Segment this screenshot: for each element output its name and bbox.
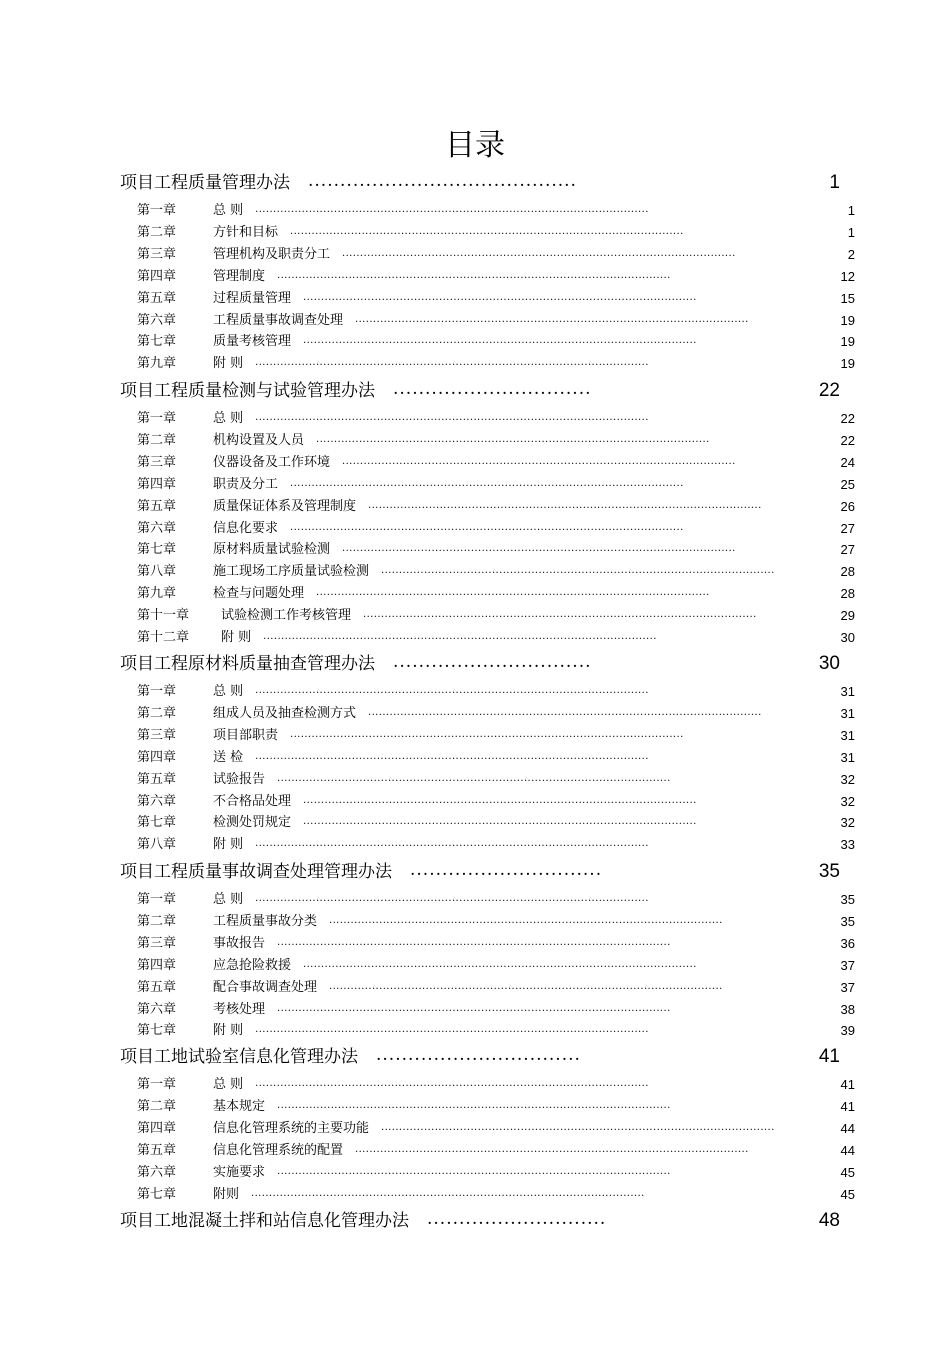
toc-chapter-leader: .............................................................................................................. [329,914,723,926]
toc-section-leader: ............................... [393,652,592,672]
toc-chapter-row [137,584,855,604]
toc-section-page: 30 [818,653,840,674]
toc-chapter-page: 27 [840,542,855,558]
toc-chapter-name: 事故报告 [213,935,266,951]
toc-chapter-page: 31 [840,684,855,699]
toc-chapter-leader: .............................................................................................................. [255,1078,649,1089]
toc-chapter-row [137,813,855,833]
toc-section-leader: ............................... [393,379,592,399]
toc-chapter-name: 职责及分工 [213,476,279,492]
toc-chapter-page: 41 [840,1098,855,1114]
toc-chapter-name: 应急抢险救援 [213,957,292,973]
toc-chapter-row [137,1000,855,1020]
toc-chapter-row [137,934,855,954]
toc-chapter-leader: .............................................................................................................. [303,335,697,347]
toc-section-page: 48 [818,1210,840,1231]
toc-chapter-page: 1 [847,224,855,240]
toc-chapter-number: 第四章 [137,957,177,973]
toc-chapter-row [137,1185,855,1205]
toc-chapter-name: 施工现场工序质量试验检测 [213,564,370,580]
page-title: 目录 [445,128,505,163]
toc-section-label: 项目工程质量管理办法 [120,173,290,193]
toc-chapter-number: 第四章 [137,268,177,284]
toc-section-leader: ................................ [376,1045,581,1065]
toc-chapter-name: 仪器设备及工作环境 [213,454,331,470]
toc-chapter-page: 35 [840,913,855,929]
toc-chapter-number: 第二章 [137,913,177,929]
toc-chapter-row [137,1163,855,1183]
toc-chapter-page: 22 [840,432,855,448]
toc-chapter-number: 第三章 [137,454,177,470]
toc-chapter-leader: .............................................................................................................. [290,477,684,489]
toc-chapter-row [137,223,855,243]
toc-chapter-leader: .............................................................................................................. [277,269,671,281]
toc-chapter-number: 第五章 [137,771,177,787]
toc-chapter-row [137,704,855,724]
toc-section-page: 41 [818,1046,840,1067]
toc-chapter-leader: .............................................................................................................. [255,893,649,904]
toc-chapter-page: 29 [840,608,855,624]
toc-chapter-number: 第一章 [137,411,177,426]
toc-chapter-leader: .............................................................................................................. [363,609,757,621]
toc-chapter-number: 第四章 [137,1120,177,1136]
toc-chapter-row [137,245,855,265]
toc-chapter-row [137,770,855,790]
toc-section-leader: .......................................... [308,171,577,191]
toc-chapter-row [137,562,855,582]
toc-chapter-leader: .............................................................................................................. [355,313,749,325]
toc-chapter-page: 37 [840,979,855,995]
toc-chapter-leader: .............................................................................................................. [368,499,762,511]
toc-chapter-name: 信息化管理系统的主要功能 [213,1120,370,1136]
toc-chapter-row [137,606,855,626]
toc-chapter-name: 质量考核管理 [213,334,292,350]
toc-chapter-leader: .............................................................................................................. [381,565,775,577]
toc-chapter-name: 总 则 [213,203,244,218]
toc-chapter-leader: .............................................................................................................. [381,1121,775,1133]
toc-chapter-row [137,497,855,517]
toc-chapter-page: 30 [840,630,855,645]
toc-chapter-number: 第二章 [137,432,177,448]
toc-chapter-leader: .............................................................................................................. [277,772,671,784]
toc-chapter-leader: .............................................................................................................. [277,936,671,948]
toc-chapter-page: 26 [840,498,855,514]
toc-chapter-name: 工程质量事故分类 [213,913,318,929]
toc-chapter-leader: .............................................................................................................. [255,1024,649,1036]
toc-chapter-page: 33 [840,837,855,853]
toc-chapter-row [137,519,855,539]
toc-chapter-name: 项目部职责 [213,727,279,743]
toc-chapter-page: 32 [840,815,855,831]
toc-chapter-number: 第一章 [137,684,177,699]
toc-chapter-leader: .............................................................................................................. [255,685,649,696]
toc-chapter-number: 第六章 [137,312,177,328]
toc-section-row [120,378,840,404]
toc-chapter-name: 检测处罚规定 [213,815,292,831]
toc-chapter-name: 实施要求 [213,1164,266,1180]
toc-chapter-page: 41 [840,1077,855,1092]
toc-chapter-row [137,912,855,932]
toc-chapter-page: 45 [840,1186,855,1202]
toc-section-page: 35 [818,861,840,882]
toc-chapter-page: 19 [840,356,855,372]
toc-chapter-name: 总 则 [213,892,244,907]
toc-section-row [120,1044,840,1070]
toc-chapter-row [137,835,855,855]
toc-chapter-leader: .............................................................................................................. [303,958,697,970]
toc-chapter-page: 31 [840,749,855,765]
toc-chapter-row [137,792,855,812]
toc-chapter-page: 38 [840,1001,855,1017]
toc-chapter-page: 19 [840,334,855,350]
toc-chapter-leader: .............................................................................................................. [277,1099,671,1111]
toc-chapter-leader: .............................................................................................................. [342,543,736,555]
toc-chapter-row [137,267,855,287]
toc-chapter-page: 44 [840,1142,855,1158]
toc-chapter-number: 第二章 [137,1098,177,1114]
toc-chapter-name: 试验报告 [213,771,266,787]
toc-section-row [120,651,840,677]
toc-chapter-number: 第一章 [137,892,177,907]
toc-chapter-page: 31 [840,727,855,743]
toc-chapter-number: 第一章 [137,1077,177,1092]
toc-chapter-number: 第九章 [137,586,177,602]
toc-chapter-number: 第六章 [137,520,177,536]
toc-chapter-leader: .............................................................................................................. [277,1165,671,1177]
toc-chapter-name: 附 则 [221,630,252,645]
toc-chapter-name: 试验检测工作考核管理 [221,608,352,624]
toc-chapter-number: 第七章 [137,1186,177,1202]
toc-chapter-leader: .............................................................................................................. [303,291,697,303]
toc-chapter-leader: .............................................................................................................. [277,1002,671,1014]
toc-chapter-number: 第八章 [137,837,177,853]
toc-chapter-leader: .............................................................................................................. [255,204,649,215]
toc-chapter-row [137,354,855,374]
toc-chapter-number: 第一章 [137,203,177,218]
toc-section-label: 项目工程原材料质量抽查管理办法 [120,654,375,674]
toc-section-leader: ............................ [427,1209,607,1229]
toc-chapter-number: 第七章 [137,815,177,831]
toc-chapter-page: 12 [840,268,855,284]
toc-chapter-page: 27 [840,520,855,536]
toc-chapter-name: 附 则 [213,837,244,853]
toc-chapter-page: 44 [840,1120,855,1136]
toc-chapter-name: 过程质量管理 [213,290,292,306]
toc-chapter-page: 28 [840,586,855,602]
toc-chapter-page: 36 [840,935,855,951]
toc-chapter-page: 28 [840,564,855,580]
toc-chapter-page: 15 [840,290,855,306]
toc-chapter-name: 信息化要求 [213,520,279,536]
toc-chapter-row [137,453,855,473]
toc-chapter-leader: .............................................................................................................. [329,980,723,992]
toc-chapter-page: 45 [840,1164,855,1180]
toc-chapter-row [137,956,855,976]
toc-section-row [120,859,840,885]
toc-section-leader: .............................. [410,860,603,880]
toc-chapter-page: 32 [840,771,855,787]
toc-chapter-page: 31 [840,705,855,721]
toc-chapter-number: 第三章 [137,727,177,743]
toc-chapter-number: 第六章 [137,793,177,809]
toc-chapter-row [137,1021,855,1041]
toc-chapter-name: 附 则 [213,356,244,372]
toc-section-label: 项目工地试验室信息化管理办法 [120,1047,358,1067]
toc-section-label: 项目工程质量检测与试验管理办法 [120,381,375,401]
toc-chapter-number: 第二章 [137,224,177,240]
toc-chapter-leader: .............................................................................................................. [316,587,710,599]
toc-chapter-page: 2 [847,246,855,262]
toc-chapter-number: 第六章 [137,1001,177,1017]
toc-chapter-leader: .............................................................................................................. [290,521,684,533]
toc-chapter-leader: .............................................................................................................. [303,816,697,828]
toc-chapter-page: 39 [840,1023,855,1039]
toc-chapter-leader: .............................................................................................................. [290,225,684,237]
toc-chapter-name: 总 则 [213,411,244,426]
toc-section-row [120,170,840,196]
toc-chapter-leader: .............................................................................................................. [255,750,649,762]
toc-chapter-name: 检查与问题处理 [213,586,305,602]
toc-chapter-row [137,726,855,746]
toc-chapter-name: 送 检 [213,749,244,765]
toc-chapter-name: 配合事故调查处理 [213,979,318,995]
toc-section-page: 1 [829,172,840,193]
toc-chapter-leader: .............................................................................................................. [255,357,649,369]
toc-chapter-number: 第五章 [137,498,177,514]
toc-chapter-row [137,1097,855,1117]
toc-chapter-name: 质量保证体系及管理制度 [213,498,357,514]
toc-chapter-name: 管理制度 [213,268,266,284]
toc-chapter-page: 35 [840,892,855,907]
toc-chapter-leader: .............................................................................................................. [263,631,657,642]
toc-chapter-name: 组成人员及抽查检测方式 [213,705,357,721]
toc-chapter-page: 32 [840,793,855,809]
toc-chapter-row [137,890,855,910]
toc-chapter-row [137,978,855,998]
toc-chapter-number: 第五章 [137,979,177,995]
toc-chapter-page: 22 [840,411,855,426]
toc-chapter-number: 第八章 [137,564,177,580]
toc-chapter-page: 37 [840,957,855,973]
toc-chapter-page: 1 [847,203,855,218]
toc-chapter-number: 第五章 [137,1142,177,1158]
toc-chapter-number: 第十二章 [137,630,190,645]
toc-chapter-row [137,409,855,429]
toc-chapter-number: 第十一章 [137,608,190,624]
toc-chapter-name: 考核处理 [213,1001,266,1017]
toc-chapter-name: 机构设置及人员 [213,432,305,448]
toc-chapter-page: 19 [840,312,855,328]
toc-chapter-row [137,332,855,352]
toc-chapter-number: 第二章 [137,705,177,721]
toc-chapter-number: 第三章 [137,246,177,262]
toc-chapter-page: 25 [840,476,855,492]
toc-chapter-row [137,201,855,221]
toc-chapter-number: 第四章 [137,476,177,492]
toc-chapter-name: 信息化管理系统的配置 [213,1142,344,1158]
toc-chapter-row [137,628,855,648]
toc-chapter-name: 总 则 [213,684,244,699]
toc-chapter-leader: .............................................................................................................. [368,706,762,718]
toc-chapter-leader: .............................................................................................................. [255,412,649,423]
toc-chapter-leader: .............................................................................................................. [290,728,684,740]
toc-chapter-number: 第六章 [137,1164,177,1180]
toc-chapter-leader: .............................................................................................................. [303,794,697,806]
toc-chapter-name: 基本规定 [213,1098,266,1114]
toc-chapter-number: 第三章 [137,935,177,951]
toc-chapter-row [137,1075,855,1095]
toc-chapter-number: 第七章 [137,542,177,558]
toc-chapter-name: 不合格品处理 [213,793,292,809]
toc-chapter-row [137,311,855,331]
toc-chapter-name: 方针和目标 [213,224,279,240]
toc-chapter-row [137,682,855,702]
toc-section-row [120,1208,840,1234]
toc-chapter-name: 附 则 [213,1023,244,1039]
toc-chapter-row [137,748,855,768]
toc-chapter-row [137,540,855,560]
toc-chapter-number: 第九章 [137,356,177,372]
toc-chapter-leader: .............................................................................................................. [255,838,649,850]
toc-chapter-number: 第七章 [137,1023,177,1039]
toc-chapter-number: 第五章 [137,290,177,306]
toc-chapter-name: 工程质量事故调查处理 [213,312,344,328]
toc-chapter-row [137,431,855,451]
toc-chapter-number: 第七章 [137,334,177,350]
toc-chapter-row [137,289,855,309]
toc-chapter-leader: .............................................................................................................. [316,433,710,445]
toc-chapter-leader: .............................................................................................................. [342,455,736,467]
toc-section-label: 项目工地混凝土拌和站信息化管理办法 [120,1211,409,1231]
toc-chapter-leader: .............................................................................................................. [355,1143,749,1155]
toc-chapter-row [137,1141,855,1161]
toc-chapter-leader: .............................................................................................................. [251,1187,645,1199]
toc-section-label: 项目工程质量事故调查处理管理办法 [120,862,392,882]
toc-section-page: 22 [818,380,840,401]
toc-chapter-row [137,475,855,495]
toc-chapter-name: 管理机构及职责分工 [213,246,331,262]
toc-chapter-name: 原材料质量试验检测 [213,542,331,558]
toc-chapter-page: 24 [840,454,855,470]
toc-chapter-name: 总 则 [213,1077,244,1092]
toc-chapter-row [137,1119,855,1139]
toc-chapter-name: 附则 [213,1186,240,1202]
toc-chapter-leader: .............................................................................................................. [342,247,736,259]
toc-chapter-number: 第四章 [137,749,177,765]
